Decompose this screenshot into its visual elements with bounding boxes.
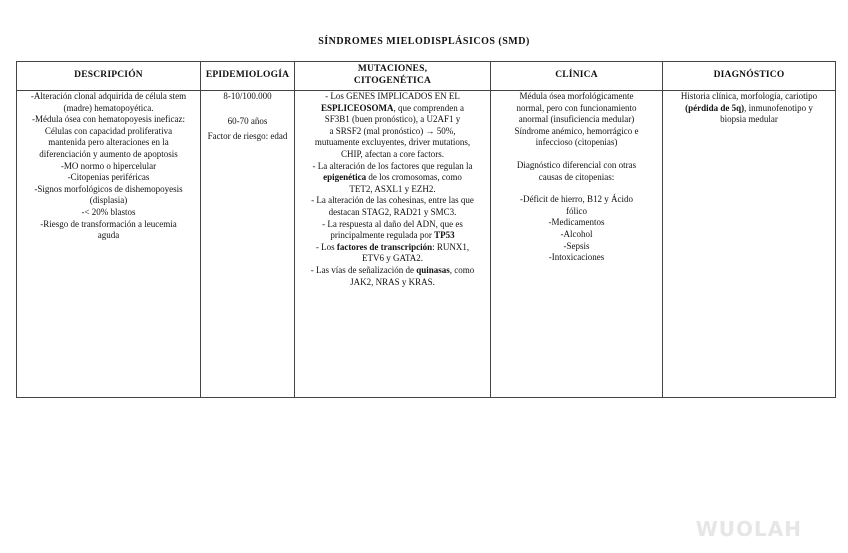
clin-line: -Alcohol [560,228,593,239]
epi-factor: Factor de riesgo: edad [207,131,288,142]
content-row [17,91,836,398]
mut-line: destacan STAG2, RAD21 y SMC3. [328,206,457,217]
header-descripcion: DESCRIPCIÓN [17,62,201,91]
header-mutaciones-line2: CITOGENÉTICA [353,76,432,86]
mut-text: , que comprenden a [393,102,464,113]
mut-line: ETV6 y GATA2. [361,253,424,264]
cell-descripcion [17,91,201,398]
mut-line: SF3B1 (buen pronóstico), a U2AF1 y [324,114,461,125]
mut-bold: quinasas [416,264,450,275]
mut-line: - La alteración de las cohesinas, entre las que [311,195,474,206]
mut-bold: factores de transcripción [336,241,433,252]
mut-line: - La alteración de los factores que regulan la [312,160,473,171]
mut-text: principalmente regulada por [330,230,435,241]
clin-line: -Déficit de hierro, B12 y Ácido [520,194,633,205]
mut-line: - La respuesta al daño del ADN, que es [322,218,463,229]
mut-text: de los cromosomas, como [366,172,462,183]
mut-line [297,103,488,115]
mut-line: mutuamente excluyentes, driver mutations, [314,137,471,148]
cell-mutaciones [295,91,491,398]
mut-line: JAK2, NRAS y KRAS. [350,276,435,287]
mut-line [297,230,488,242]
mut-line: CHIP, afectan a core factors. [341,148,444,159]
mut-line [297,172,488,184]
mut-line: TET2, ASXL1 y EZH2. [349,183,436,194]
mut-bold: TP53 [434,230,455,241]
clin-line: Médula ósea morfológicamente [519,91,634,101]
header-row [17,62,836,91]
desc-line: -Citopenias periféricas [67,172,150,183]
diag-text: , inmunofenotipo y [744,102,813,113]
desc-line: diferenciación y aumento de apoptosis [39,148,178,159]
diag-line [665,103,833,115]
clin-line: normal, pero con funcionamiento [516,102,637,113]
mut-bold: ESPLICEOSOMA [321,102,394,113]
diag-line: biopsia medular [720,114,778,125]
desc-line: -Médula ósea con hematopoyesis ineficaz: [32,114,185,125]
clin-line: -Sepsis [563,240,590,251]
mut-line: a SRSF2 (mal pronóstico) → 50%, [329,125,456,136]
spacer [203,103,292,114]
clin-line: Diagnóstico diferencial con otras [516,159,637,170]
desc-line: -MO normo o hipercelular [60,160,157,171]
header-mutaciones [295,62,491,91]
mut-bold: epigenética [323,172,367,183]
diag-line: Historia clínica, morfología, cariotipo [680,91,818,101]
epi-edad: 60-70 años [227,115,268,126]
desc-line: Células con capacidad proliferativa [44,125,173,136]
desc-line: (madre) hematopoyética. [63,102,154,113]
page-title: SÍNDROMES MIELODISPLÁSICOS (SMD) [318,36,530,47]
desc-line: mantenida pero alteraciones en la [48,137,169,148]
clin-line: anormal (insuficiencia medular) [518,114,635,125]
clin-line: -Intoxicaciones [548,252,605,263]
clin-line: -Medicamentos [548,217,605,228]
epi-incidencia: 8-10/100.000 [223,91,272,101]
mut-line [297,242,488,254]
mut-text: - Las vías de señalización de [310,264,417,275]
desc-line: -Signos morfológicos de dishemopoyesis [34,183,183,194]
desc-line: -Alteración clonal adquirida de célula stem [30,91,187,101]
cell-diagnostico [663,91,836,398]
clin-line: Síndrome anémico, hemorrágico e [514,125,639,136]
smd-table [16,61,836,398]
desc-line: aguda [97,230,120,241]
mut-text: , como [449,264,475,275]
mut-text: - Los [315,241,337,252]
header-clinica: CLÍNICA [491,62,663,91]
desc-line: -< 20% blastos [81,206,136,217]
mut-text: : RUNX1, [432,241,470,252]
clin-line: causas de citopenias: [538,171,615,182]
mut-line [297,265,488,277]
spacer [493,149,660,160]
cell-clinica [491,91,663,398]
spacer [493,183,660,194]
diag-bold: (pérdida de 5q) [685,102,745,113]
cell-epidemiologia [201,91,295,398]
wuolah-watermark-logo: WUOLAH [695,517,802,541]
clin-line: fólico [566,205,587,216]
desc-line: -Riesgo de transformación a leucemia [40,218,177,229]
header-mutaciones-line1: MUTACIONES, [357,64,428,75]
clin-line: infeccioso (citopenias) [535,137,618,148]
desc-line: (displasia) [89,195,128,206]
mut-line: - Los GENES IMPLICADOS EN EL [325,91,460,101]
header-epidemiologia: EPIDEMIOLOGÍA [201,62,295,91]
header-diagnostico: DIAGNÓSTICO [663,62,836,91]
